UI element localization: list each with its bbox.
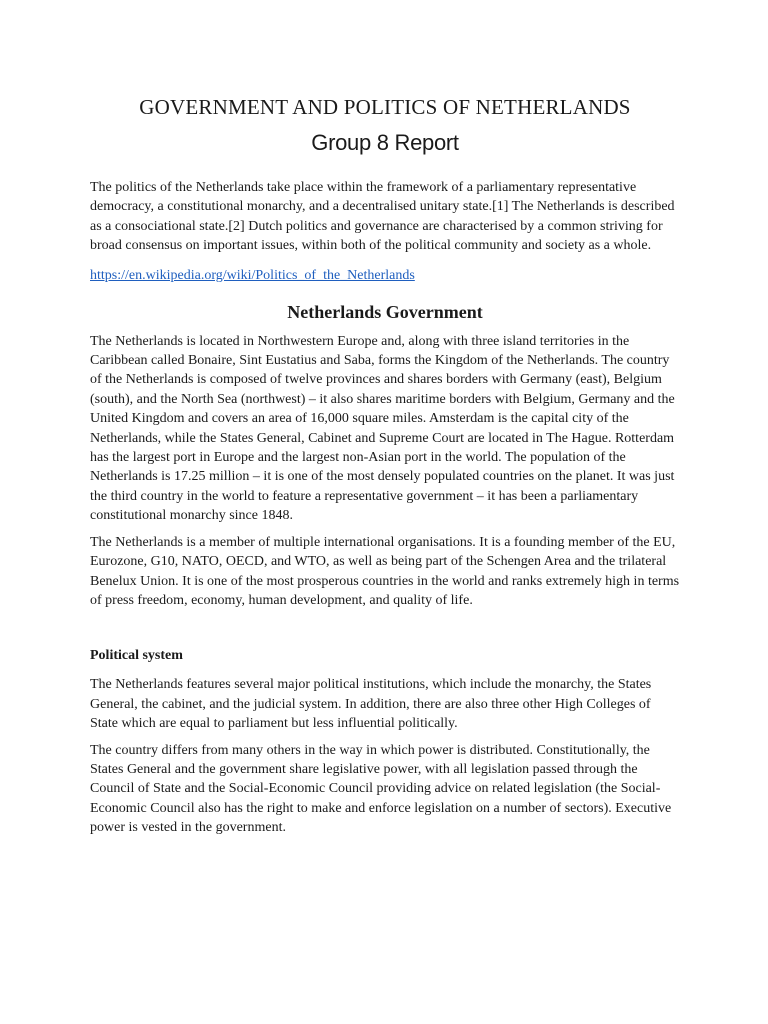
section-heading-political-system: Political system	[90, 648, 183, 664]
document-body	[90, 92, 680, 838]
source-link[interactable]: https://en.wikipedia.org/wiki/Politics_of_the_Netherlands	[90, 267, 415, 283]
document-subtitle: Group 8 Report	[311, 130, 459, 155]
document-title: GOVERNMENT AND POLITICS OF NETHERLANDS	[139, 95, 631, 119]
government-paragraph-2: The Netherlands is a member of multiple international organisations. It is a founding member of the EU, Eurozone, G10, NATO, OECD, and WTO, as well as being part of the Schengen Area and the trilateral Benelux Union. It is one of the most prosperous countries in the world and ranks extremely high in terms of press freedom, economy, human development, and quality of life.	[90, 534, 680, 608]
political-system-paragraph-2: The country differs from many others in the way in which power is distributed. Constitutionally, the States General and the government share legislative power, with all legislation passed through the Council of State and the Social-Economic Council providing advice on related legislation (the Social-Economic Council also has the right to make and enforce legislation on a number of sectors). Executive power is vested in the government.	[90, 742, 672, 836]
political-system-paragraph-1: The Netherlands features several major political institutions, which include the monarchy, the States General, the cabinet, and the judicial system. In addition, there are also three other High Colleges of State which are equal to parliament but less influential politically.	[90, 677, 652, 732]
government-paragraph-1: The Netherlands is located in Northwestern Europe and, along with three island territories in the Caribbean called Bonaire, Sint Eustatius and Saba, forms the Kingdom of the Netherlands. The country of the Netherlands is composed of twelve provinces and shares borders with Germany (east), Belgium (south), and the North Sea (northwest) – it also shares maritime borders with Belgium, Germany and the United Kingdom and covers an area of 16,000 square miles. Amsterdam is the capital city of the Netherlands, while the States General, Cabinet and Supreme Court are located in The Hague. Rotterdam has the largest port in Europe and the largest non-Asian port in the world. The population of the Netherlands is 17.25 million – it is one of the most densely populated countries on the planet. It was just the third country in the world to feature a representative government – it has been a parliamentary constitutional monarchy since 1848.	[90, 333, 675, 524]
section-heading-government: Netherlands Government	[287, 301, 483, 322]
intro-paragraph: The politics of the Netherlands take place within the framework of a parliamentary representative democracy, a constitutional monarchy, and a decentralised unitary state.[1] The Netherlands is described as a consociational state.[2] Dutch politics and governance are characterised by a common striving for broad consensus on important issues, within both of the political community and society as a whole.	[90, 180, 675, 254]
